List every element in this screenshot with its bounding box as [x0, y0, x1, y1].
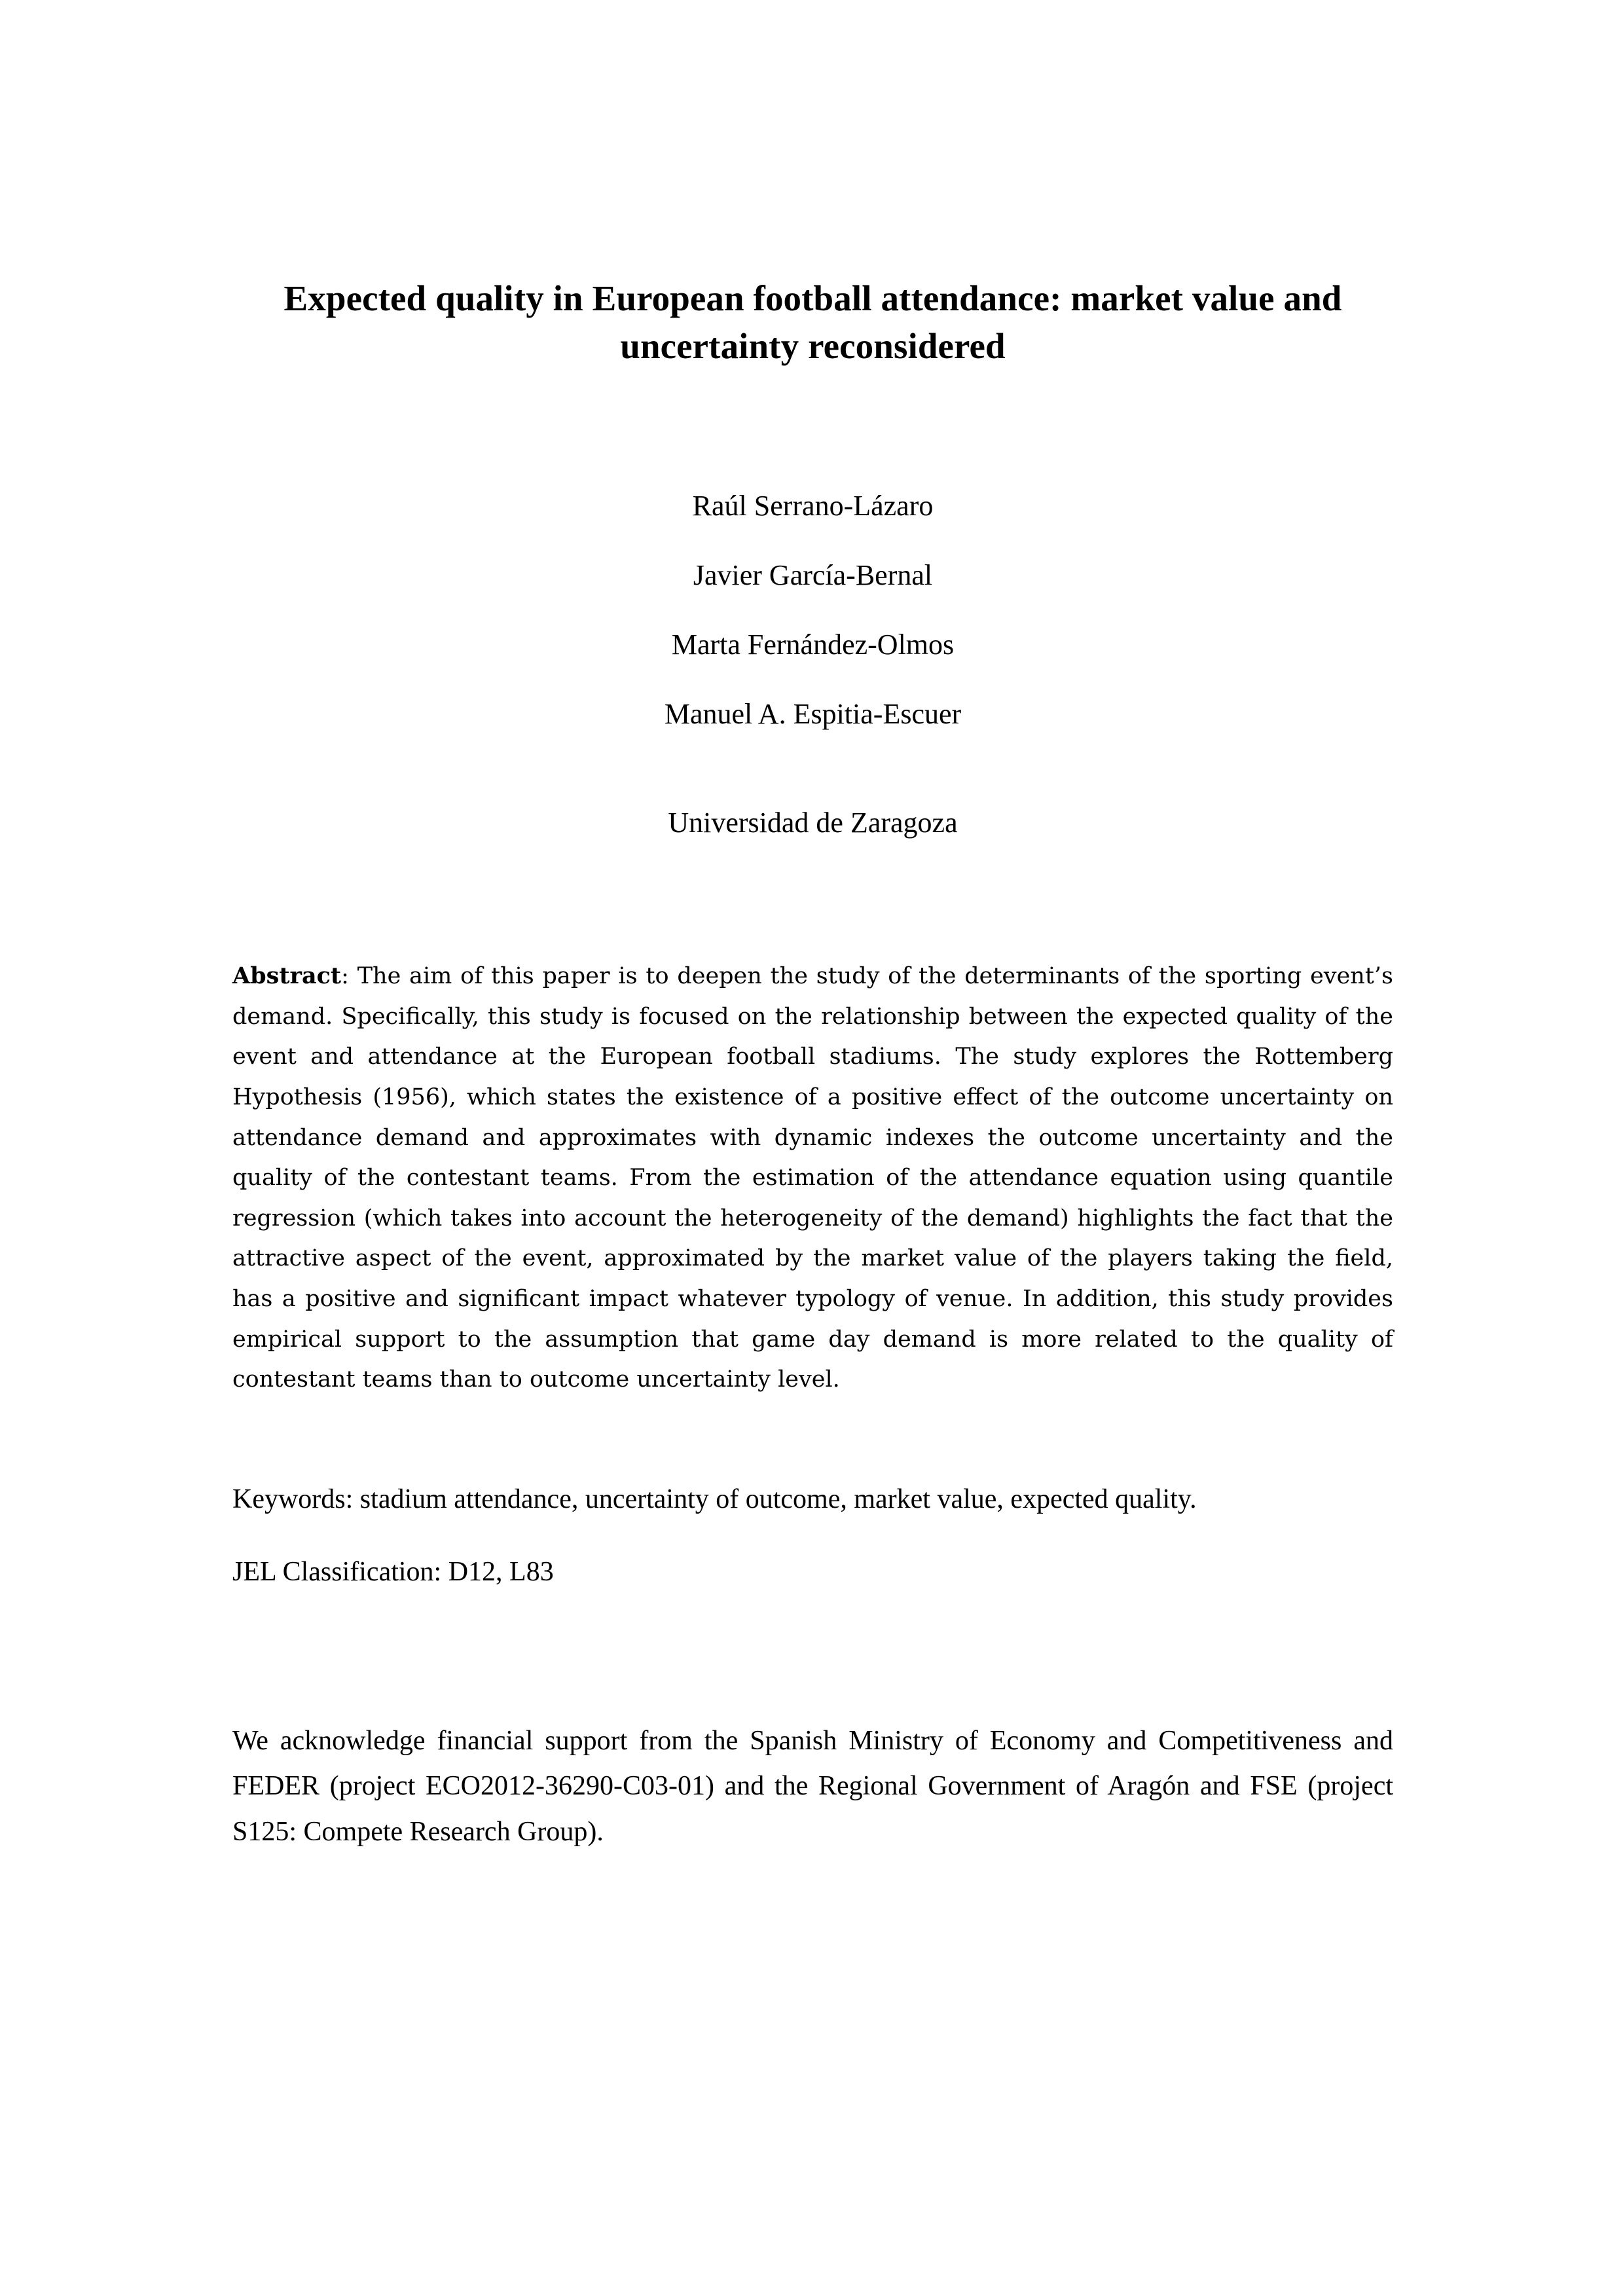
- author-list: [232, 492, 1393, 729]
- author-name: Javier García-Bernal: [693, 559, 933, 592]
- keywords-line: Keywords: stadium attendance, uncertainty of outcome, market value, expected quality.: [232, 1484, 1197, 1514]
- author-name: Manuel A. Espitia-Escuer: [664, 698, 962, 731]
- author-name: Raúl Serrano-Lázaro: [692, 490, 934, 522]
- abstract-paragraph: [232, 956, 1393, 1400]
- abstract-label: Abstract: [232, 962, 342, 990]
- page-title: Expected quality in European football attendance: market value and uncertainty reconsidered: [283, 278, 1342, 366]
- acknowledgement-paragraph: We acknowledge financial support from the Spanish Ministry of Economy and Competitiveness and FEDER (project ECO2012-36290-C03-01) and the Regional Government of Aragón and FSE (project S125: Compete Research Group).: [232, 1725, 1393, 1848]
- jel-classification-line: JEL Classification: D12, L83: [232, 1556, 554, 1587]
- abstract-separator: :: [341, 963, 357, 990]
- abstract-text: The aim of this paper is to deepen the study of the determinants of the sporting event’s demand. Specifically, this study is focused on the relationship between the expected quality of the event and attendance at the European football stadiums. The study explores the Rottemberg Hypothesis (1956), which states the existence of a positive effect of the outcome uncertainty on attendance demand and approximates with dynamic indexes the outcome uncertainty and the quality of the contestant teams. From the estimation of the attendance equation using quantile regression (which takes into account the heterogeneity of the demand) highlights the fact that the attractive aspect of the event, approximated by the market value of the players taking the field, has a positive and significant impact whatever typology of venue. In addition, this study provides empirical support to the assumption that game day demand is more related to the quality of contestant teams than to outcome uncertainty level.: [232, 963, 1393, 1393]
- affiliation: Universidad de Zaragoza: [668, 807, 958, 839]
- author-name: Marta Fernández-Olmos: [671, 629, 955, 661]
- page-content: [232, 0, 1393, 1855]
